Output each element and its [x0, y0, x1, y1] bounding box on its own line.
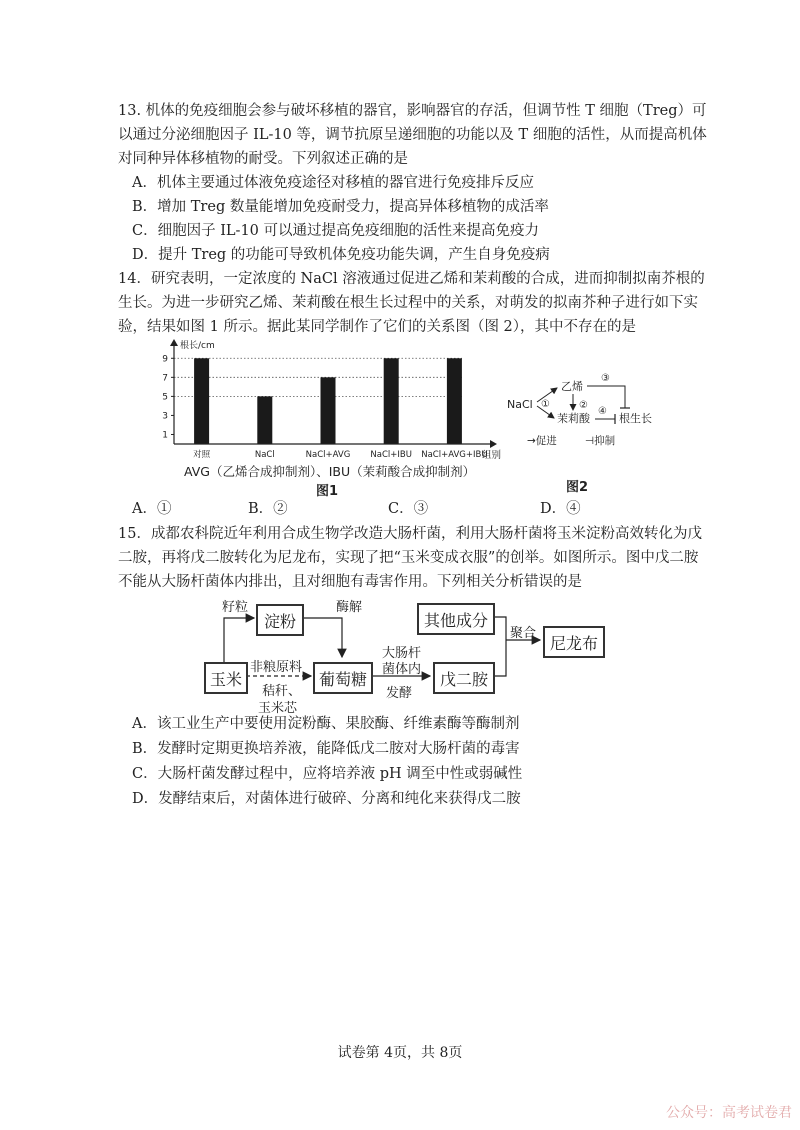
- x-axis-label: 组别: [482, 450, 502, 461]
- q14-option-b: B．②: [248, 501, 288, 517]
- q15-option-d: D．发酵结束后，对菌体进行破碎、分离和纯化来获得戊二胺: [132, 791, 521, 807]
- label-4: ④: [598, 406, 607, 417]
- y-tick-label: 9: [162, 354, 168, 365]
- hydrolysis-label: 酶解: [336, 600, 363, 615]
- y-axis-label: 根长/cm: [180, 341, 215, 351]
- ecoli-label-1: 大肠杆: [382, 646, 422, 661]
- q15-option-c: C．大肠杆菌发酵过程中，应将培养液 pH 调至中性或弱碱性: [132, 766, 523, 782]
- root-growth-node: 根生长: [619, 412, 652, 425]
- q14-option-a: A．①: [132, 501, 172, 517]
- starch-box: 淀粉: [256, 604, 304, 636]
- q13-option-a: A．机体主要通过体液免疫途径对移植的器官进行免疫排斥反应: [132, 175, 534, 191]
- q14-stem-line-3: 验，结果如图 1 所示。据此某同学制作了它们的关系图（图 2），其中不存在的是: [118, 319, 637, 335]
- y-tick-label: 3: [162, 411, 168, 422]
- straw-label: 秸秆、: [262, 684, 302, 699]
- y-tick-label: 1: [162, 430, 168, 441]
- glucose-box: 葡萄糖: [313, 662, 373, 694]
- q14-option-c: C．③: [388, 501, 429, 517]
- q15-stem-line-3: 不能从大肠杆菌体内排出，且对细胞有毒害作用。下列相关分析错误的是: [118, 574, 582, 590]
- y-tick-label: 7: [162, 373, 168, 384]
- q13-option-b: B．增加 Treg 数量能增加免疫耐受力，提高异体移植物的成活率: [132, 199, 549, 215]
- non-food-label: 非粮原料: [250, 660, 303, 675]
- q13-stem-line-3: 对同种异体移植物的耐受。下列叙述正确的是: [118, 151, 408, 167]
- page-footer: 试卷第 4页，共 8页: [337, 1045, 463, 1061]
- label-3: ③: [601, 373, 610, 384]
- q14-stem-line-1: 14．研究表明，一定浓度的 NaCl 溶液通过促进乙烯和茉莉酸的合成，进而抑制拟南芥根的: [118, 271, 705, 287]
- other-components-box: 其他成分: [417, 603, 495, 635]
- q13-option-c: C．细胞因子 IL-10 可以通过提高免疫细胞的活性来提高免疫力: [132, 223, 540, 239]
- q15-stem-line-1: 15．成都农科院近年利用合成生物学改造大肠杆菌，利用大肠杆菌将玉米淀粉高效转化为戊: [118, 526, 702, 542]
- corncob-label: 玉米芯: [258, 701, 298, 716]
- nacl-node: NaCl: [507, 398, 533, 411]
- ecoli-label-2: 菌体内: [382, 662, 422, 677]
- legend-inhibit: ⊣抑制: [585, 435, 616, 447]
- q13-stem-line-1: 13. 机体的免疫细胞会参与破坏移植的器官，影响器官的存活，但调节性 T 细胞（Treg）可: [118, 103, 707, 119]
- q13-option-d: D．提升 Treg 的功能可导致机体免疫功能失调，产生自身免疫病: [132, 247, 550, 263]
- q15-option-a: A．该工业生产中要使用淀粉酶、果胶酶、纤维素酶等酶制剂: [132, 716, 520, 732]
- fig1-caption: 图1: [316, 484, 339, 499]
- label-1: ①: [541, 399, 550, 410]
- q13-stem-line-2: 以通过分泌细胞因子 IL-10 等，调节抗原呈递细胞的功能以及 T 细胞的活性，从而提高机体: [118, 127, 707, 143]
- x-tick-label: NaCl+AVG: [305, 450, 351, 460]
- y-tick-label: 5: [162, 392, 168, 403]
- legend-promote: →促进: [527, 435, 557, 447]
- pentanediamine-box: 戊二胺: [433, 662, 495, 694]
- nylon-box: 尼龙布: [543, 626, 605, 658]
- q14-stem-line-2: 生长。为进一步研究乙烯、茉莉酸在根生长过程中的关系，对萌发的拟南芥种子进行如下实: [118, 295, 698, 311]
- label-2: ②: [579, 400, 588, 411]
- fig2-caption: 图2: [566, 480, 589, 495]
- ethylene-node: 乙烯: [561, 380, 583, 393]
- polymerization-label: 聚合: [510, 626, 537, 641]
- q15-stem-line-2: 二胺，再将戊二胺转化为尼龙布，实现了把“玉米变成衣服”的创举。如图所示。图中戊二胺: [118, 550, 699, 566]
- x-tick-label: NaCl: [254, 450, 275, 460]
- x-tick-label: 对照: [193, 450, 211, 460]
- x-tick-label: NaCl+IBU: [370, 450, 412, 460]
- x-tick-label: NaCl+AVG+IBU: [421, 450, 488, 460]
- fermentation-label: 发酵: [386, 686, 413, 701]
- corn-box: 玉米: [204, 662, 248, 694]
- jasmonic-acid-node: 茉莉酸: [557, 412, 590, 425]
- fig1-note: AVG（乙烯合成抑制剂）、IBU（茉莉酸合成抑制剂）: [184, 464, 476, 479]
- q15-option-b: B．发酵时定期更换培养液，能降低戊二胺对大肠杆菌的毒害: [132, 741, 520, 757]
- watermark: 公众号：高考试卷君: [666, 1105, 792, 1121]
- seed-label: 籽粒: [222, 600, 249, 615]
- q14-option-d: D．④: [540, 501, 581, 517]
